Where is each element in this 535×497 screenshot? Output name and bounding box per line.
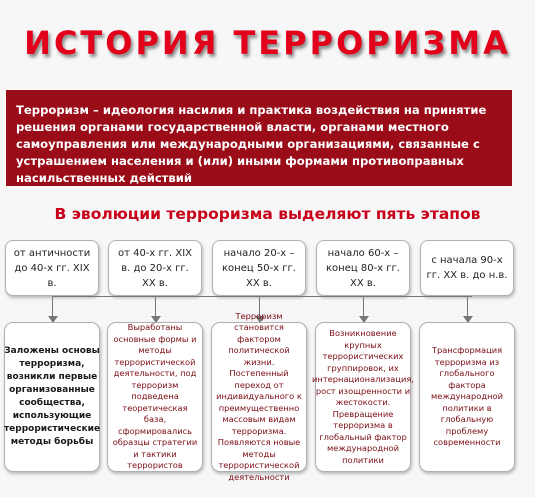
definition-box: [6, 90, 512, 186]
stage-5-period: с начала 90-х гг. XX в. до н.в.: [420, 240, 514, 296]
connector-horizontal-line: [52, 296, 472, 297]
definition-text: Терроризм – идеология насилия и практика воздействия на принятие решения органами государственной власти, органами местного самоуправления или международными организациями, связанные с устрашением населения и (или) иными формами противоправных насильственных действий: [16, 103, 487, 185]
stage-2-description: Выработаны основные формы и методы террористической деятельности, под терроризм подведена теоретическая база, сформировались образцы стратегии и тактики террористов: [107, 322, 203, 472]
stage-2-period: от 40-х гг. XIX в. до 20-х гг. XX в.: [108, 240, 202, 296]
stage-3-description: Терроризм становится фактором политической жизни. Постепенный переход от индивидуального к преимущественно массовым видам терроризма. Появляются новые методы террористической деятельности: [211, 322, 307, 472]
stage-3-period: начало 20-х – конец 50-х гг. XX в.: [212, 240, 306, 296]
stage-4-description: Возникновение крупных террористических группировок, их интернационализация, рост изощренности и жестокости. Превращение терроризма в глобальный фактор международной политики: [315, 322, 411, 472]
stage-1-description: Заложены основы терроризма, возникли первые организованные сообщества, использующие террористические методы борьбы: [4, 322, 100, 472]
stage-4-period: начало 60-х – конец 80-х гг. XX в.: [316, 240, 410, 296]
stages-heading: В эволюции терроризма выделяют пять этапов: [54, 205, 481, 223]
stage-5-description: Трансформация терроризма из глобального фактора международной политики в глобальную проблему современности: [419, 322, 515, 472]
stage-1-period: от античности до 40-х гг. XIX в.: [5, 240, 99, 296]
page-title: ИСТОРИЯ ТЕРРОРИЗМА: [24, 24, 511, 62]
